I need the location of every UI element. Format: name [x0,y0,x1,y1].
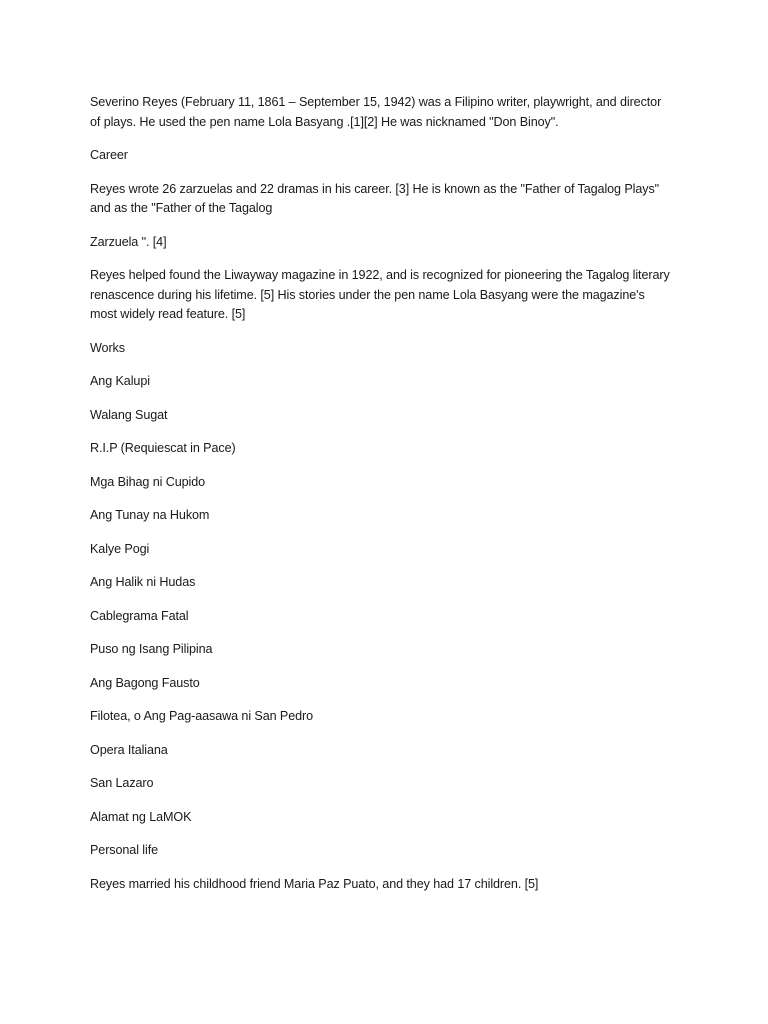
work-item: Alamat ng LaMOK [90,809,192,824]
liwayway-line-2: renascence during his lifetime. [5] His stories under the pen name Lola Basyang were the magazine's [90,287,645,302]
work-item: Walang Sugat [90,407,168,422]
intro-line-2: of plays. He used the pen name Lola Basyang .[1][2] He was nicknamed "Don Binoy". [90,114,559,129]
work-item: Ang Kalupi [90,374,150,388]
career-line-1: Reyes wrote 26 zarzuelas and 22 dramas in his career. [3] He is known as the "Father of Tagalog Plays" [90,181,660,196]
intro-line-1: Severino Reyes (February 11, 1861 – September 15, 1942) was a Filipino writer, playwright, and director [90,95,662,109]
work-item: Ang Halik ni Hudas [90,575,196,589]
liwayway-paragraph [90,266,680,325]
work-item: Ang Tunay na Hukom [90,508,210,522]
career-paragraph-continued: Zarzuela ". [4] [90,234,167,249]
intro-paragraph [90,93,680,132]
work-item: Mga Bihag ni Cupido [90,474,206,489]
personal-life-paragraph: Reyes married his childhood friend Maria Paz Puato, and they had 17 children. [5] [90,876,539,891]
work-item: Opera Italiana [90,742,168,757]
work-item: Puso ng Isang Pilipina [90,642,213,656]
section-heading-personal-life: Personal life [90,843,159,857]
section-heading-career: Career [90,148,128,162]
work-item: San Lazaro [90,776,154,790]
work-item: R.I.P (Requiescat in Pace) [90,441,236,455]
career-paragraph [90,180,680,219]
work-item: Filotea, o Ang Pag-aasawa ni San Pedro [90,709,314,723]
liwayway-line-3: most widely read feature. [5] [90,307,246,321]
work-item: Cablegrama Fatal [90,608,189,623]
work-item: Kalye Pogi [90,541,150,556]
liwayway-line-1: Reyes helped found the Liwayway magazine in 1922, and is recognized for pioneering the Tagalog literary [90,268,670,282]
section-heading-works: Works [90,340,125,355]
work-item: Ang Bagong Fausto [90,675,200,690]
document-body [90,93,680,908]
career-line-2: and as the "Father of the Tagalog [90,201,273,215]
